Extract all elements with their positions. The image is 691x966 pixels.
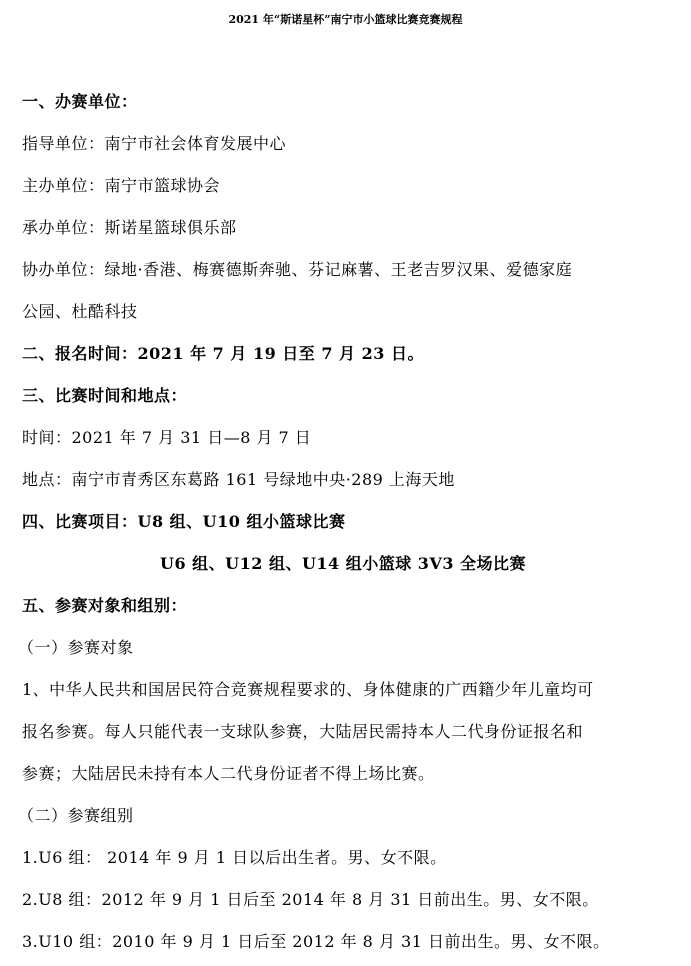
match-place: 地点：南宁市青秀区东葛路 161 号绿地中央·289 上海天地	[22, 470, 455, 489]
section-4-heading: 四、比赛项目：U8 组、U10 组小篮球比赛	[22, 512, 346, 531]
participants-para-line-2: 报名参赛。每人只能代表一支球队参赛，大陆居民需持本人二代身份证报名和	[22, 722, 584, 741]
co-organizer-line-2: 公园、杜酷科技	[22, 302, 138, 321]
organizer-unit: 承办单位：斯诺星篮球俱乐部	[22, 218, 237, 237]
subsection-participants: （一）参赛对象	[18, 638, 134, 657]
section-1-heading: 一、办赛单位：	[22, 92, 138, 111]
group-u10: 3.U10 组：2010 年 9 月 1 日后至 2012 年 8 月 31 日前出生。男、女不限。	[22, 932, 610, 951]
section-5-heading: 五、参赛对象和组别：	[22, 596, 188, 615]
subsection-groups: （二）参赛组别	[18, 806, 134, 825]
co-organizer-line-1: 协办单位：绿地·香港、梅赛德斯奔驰、芬记麻薯、王老吉罗汉果、爱德家庭	[22, 260, 573, 279]
participants-para-line-3: 参赛；大陆居民未持有本人二代身份证者不得上场比赛。	[22, 764, 435, 783]
participants-para-line-1: 1、中华人民共和国居民符合竞赛规程要求的、身体健康的广西籍少年儿童均可	[22, 680, 594, 699]
guide-unit: 指导单位：南宁市社会体育发展中心	[22, 134, 287, 153]
group-u8: 2.U8 组：2012 年 9 月 1 日后至 2014 年 8 月 31 日前出生。男、女不限。	[22, 890, 599, 909]
document-title: 2021 年“斯诺星杯”南宁市小篮球比赛竞赛规程	[228, 13, 463, 26]
group-u6: 1.U6 组： 2014 年 9 月 1 日以后出生者。男、女不限。	[22, 848, 447, 867]
host-unit: 主办单位：南宁市篮球协会	[22, 176, 221, 195]
section-4-line-2: U6 组、U12 组、U14 组小篮球 3V3 全场比赛	[160, 554, 527, 573]
section-3-heading: 三、比赛时间和地点：	[22, 386, 188, 405]
match-time: 时间：2021 年 7 月 31 日—8 月 7 日	[22, 428, 312, 447]
section-2-heading: 二、报名时间：2021 年 7 月 19 日至 7 月 23 日。	[22, 344, 424, 363]
